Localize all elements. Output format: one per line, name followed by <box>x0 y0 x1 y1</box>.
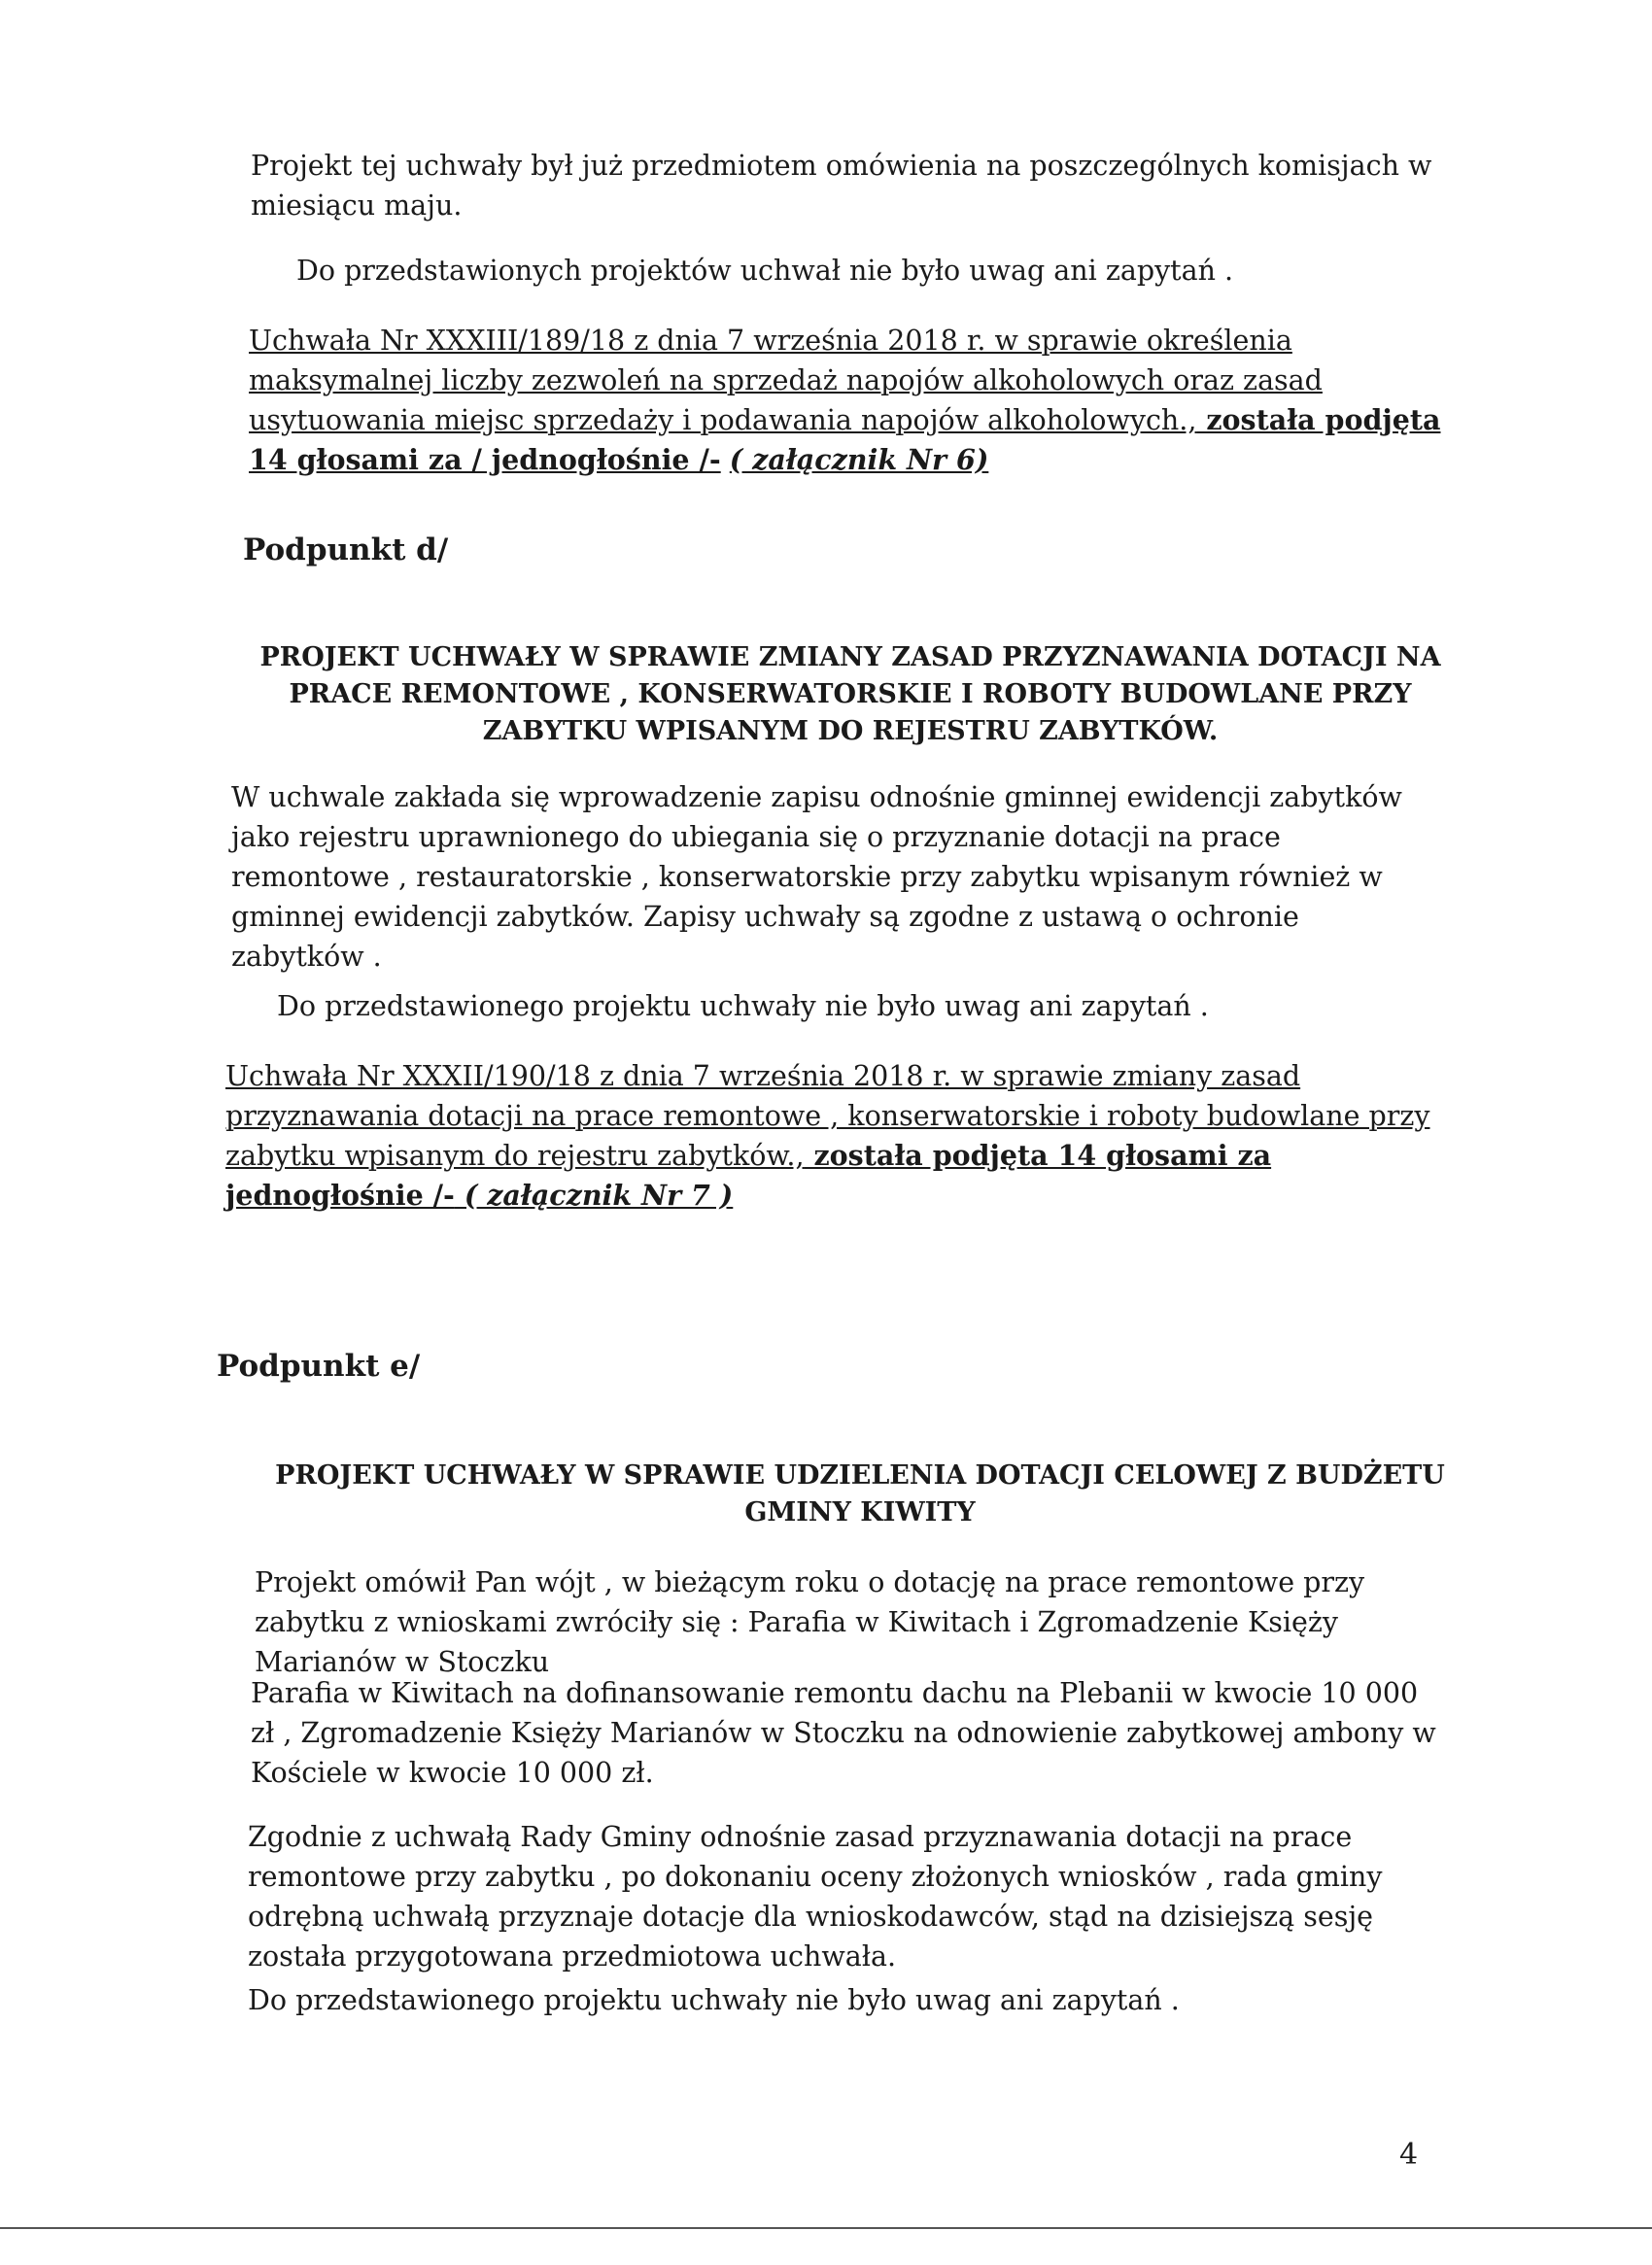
resolution-190-text: Uchwała Nr XXXII/190/18 z dnia 7 września 2018 r. w sprawie zmiany zasad przyznawania dotacji na prace remontowe , konserwatorskie i roboty budowlane przy zabytku wpisanym do rejestru zabytków., <box>225 1060 1430 1172</box>
paragraph-section-d-body: W uchwale zakłada się wprowadzenie zapisu odnośnie gminnej ewidencji zabytków jako rejestru uprawnionego do ubiegania się o przyznanie dotacji na prace remontowe , restauratorskie , konserwatorskie przy zabytku wpisanym również w gminnej ewidencji zabytków. Zapisy uchwały są zgodne z ustawą o ochronie zabytków . <box>231 781 1402 973</box>
paragraph-no-remarks-1: Do przedstawionych projektów uchwał nie było uwag ani zapytań . <box>296 255 1234 287</box>
resolution-190-result: została podjęta 14 głosami za jednogłośnie /- <box>225 1139 1272 1212</box>
scan-edge-divider <box>0 2227 1652 2229</box>
title-section-e: PROJEKT UCHWAŁY W SPRAWIE UDZIELENIA DOTACJI CELOWEJ Z BUDŻETU GMINY KIWITY <box>275 1460 1445 1527</box>
paragraph-section-e-body-1: Projekt omówił Pan wójt , w bieżącym roku o dotację na prace remontowe przy zabytku z wnioskami zwróciły się : Parafia w Kiwitach i Zgromadzenie Księży Marianów w Stoczku <box>255 1566 1365 1678</box>
resolution-190 <box>225 1056 1440 1216</box>
attachment-7: ( załącznik Nr 7 ) <box>454 1179 734 1212</box>
paragraph-section-e-body-3: Zgodnie z uchwałą Rady Gminy odnośnie zasad przyznawania dotacji na prace remontowe przy zabytku , po dokonaniu oceny złożonych wniosków , rada gminy odrębną uchwałą przyznaje dotacje dla wnioskodawców, stąd na dzisiejszą sesję została przygotowana przedmiotowa uchwała. <box>248 1821 1383 1973</box>
attachment-6: ( załącznik Nr 6) <box>729 443 989 476</box>
paragraph-intro: Projekt tej uchwały był już przedmiotem omówienia na poszczególnych komisjach w miesiącu maju. <box>251 150 1432 222</box>
heading-podpunkt-d: Podpunkt d/ <box>243 532 449 567</box>
resolution-189 <box>249 321 1465 480</box>
resolution-189-result: została podjęta 14 głosami za / jednogłośnie /- <box>249 403 1441 476</box>
title-section-d: PROJEKT UCHWAŁY W SPRAWIE ZMIANY ZASAD PRZYZNAWANIA DOTACJI NA PRACE REMONTOWE , KONSERWATORSKIE I ROBOTY BUDOWLANE PRZY ZABYTKU WPISANYM DO REJESTRU ZABYTKÓW. <box>259 642 1441 746</box>
page-number: 4 <box>1399 2138 1419 2172</box>
paragraph-no-remarks-2: Do przedstawionego projektu uchwały nie było uwag ani zapytań . <box>277 990 1209 1022</box>
resolution-189-text: Uchwała Nr XXXIII/189/18 z dnia 7 września 2018 r. w sprawie określenia maksymalnej liczby zezwoleń na sprzedaż napojów alkoholowych oraz zasad usytuowania miejsc sprzedaży i podawania napojów alkoholowych., <box>249 325 1323 436</box>
heading-podpunkt-e: Podpunkt e/ <box>217 1349 421 1384</box>
paragraph-no-remarks-3: Do przedstawionego projektu uchwały nie było uwag ani zapytań . <box>248 1984 1180 2016</box>
paragraph-section-e-body-2: Parafia w Kiwitach na dofinansowanie remontu dachu na Plebanii w kwocie 10 000 zł , Zgromadzenie Księży Marianów w Stoczku na odnowienie zabytkowej ambony w Kościele w kwocie 10 000 zł. <box>251 1677 1436 1789</box>
